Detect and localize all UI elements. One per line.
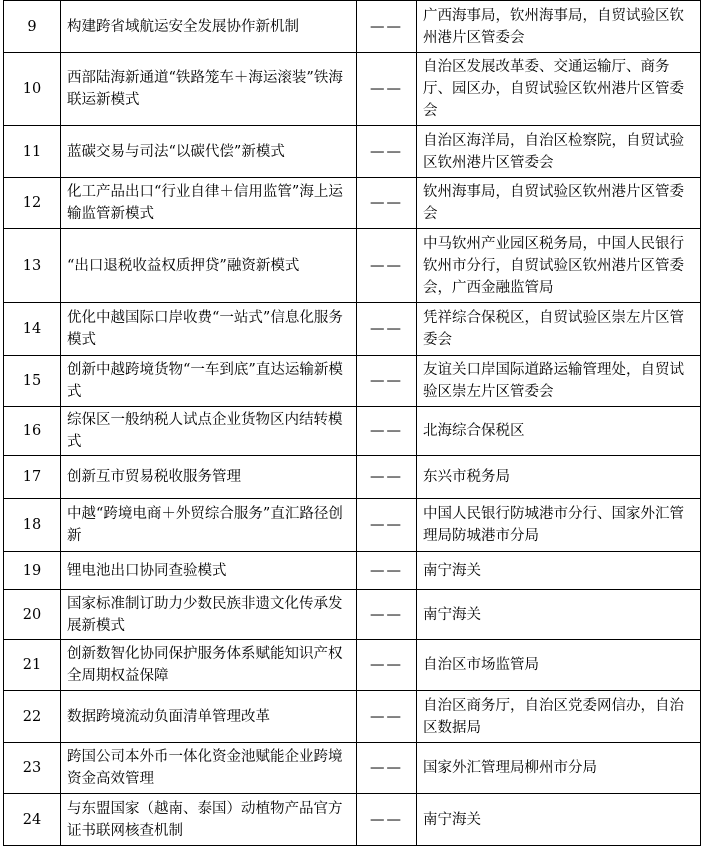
row-number: 21 [4, 640, 61, 691]
row-number: 16 [4, 407, 61, 456]
row-number: 13 [4, 229, 61, 303]
measure-name: 数据跨境流动负面清单管理改革 [61, 691, 357, 743]
row-number: 24 [4, 794, 61, 846]
measure-name: 国家标准制订助力少数民族非遗文化传承发展新模式 [61, 590, 357, 640]
dash-cell: —— [357, 640, 417, 691]
dash-cell: —— [357, 229, 417, 303]
measure-name: 蓝碳交易与司法“以碳代偿”新模式 [61, 126, 357, 178]
responsible-units: 自治区商务厅，自治区党委网信办，自治区数据局 [417, 691, 701, 743]
responsible-units: 自治区海洋局，自治区检察院，自贸试验区钦州港片区管委会 [417, 126, 701, 178]
measure-name: 锂电池出口协同查验模式 [61, 552, 357, 590]
table-row [4, 178, 701, 229]
table-row [4, 1, 701, 53]
dash-cell: —— [357, 794, 417, 846]
dash-cell: —— [357, 53, 417, 126]
responsible-units: 自治区发展改革委、交通运输厅、商务厅、园区办，自贸试验区钦州港片区管委会 [417, 53, 701, 126]
responsible-units: 国家外汇管理局柳州市分局 [417, 743, 701, 794]
measure-name: 构建跨省域航运安全发展协作新机制 [61, 1, 357, 53]
responsible-units: 钦州海事局，自贸试验区钦州港片区管委会 [417, 178, 701, 229]
responsible-units: 凭祥综合保税区，自贸试验区崇左片区管委会 [417, 303, 701, 356]
table-row [4, 499, 701, 552]
dash-cell: —— [357, 1, 417, 53]
responsible-units: 中国人民银行防城港市分行、国家外汇管理局防城港市分局 [417, 499, 701, 552]
table-row [4, 303, 701, 356]
dash-cell: —— [357, 456, 417, 499]
measure-name: 西部陆海新通道“铁路笼车＋海运滚装”铁海联运新模式 [61, 53, 357, 126]
table-row [4, 229, 701, 303]
measure-name: 中越“跨境电商＋外贸综合服务”直汇路径创新 [61, 499, 357, 552]
row-number: 14 [4, 303, 61, 356]
table-row [4, 356, 701, 407]
responsible-units: 东兴市税务局 [417, 456, 701, 499]
row-number: 10 [4, 53, 61, 126]
row-number: 17 [4, 456, 61, 499]
measure-name: 综保区一般纳税人试点企业货物区内结转模式 [61, 407, 357, 456]
measure-name: 创新互市贸易税收服务管理 [61, 456, 357, 499]
table-row [4, 456, 701, 499]
responsible-units: 中马钦州产业园区税务局，中国人民银行钦州市分行，自贸试验区钦州港片区管委会，广西金融监管局 [417, 229, 701, 303]
table-row [4, 53, 701, 126]
measure-name: 创新数智化协同保护服务体系赋能知识产权全周期权益保障 [61, 640, 357, 691]
dash-cell: —— [357, 499, 417, 552]
table-row [4, 552, 701, 590]
row-number: 22 [4, 691, 61, 743]
row-number: 23 [4, 743, 61, 794]
table-row [4, 640, 701, 691]
row-number: 18 [4, 499, 61, 552]
dash-cell: —— [357, 356, 417, 407]
responsible-units: 广西海事局，钦州海事局，自贸试验区钦州港片区管委会 [417, 1, 701, 53]
table-row [4, 743, 701, 794]
measure-name: “出口退税收益权质押贷”融资新模式 [61, 229, 357, 303]
measures-table [3, 0, 701, 846]
dash-cell: —— [357, 552, 417, 590]
row-number: 19 [4, 552, 61, 590]
measure-name: 化工产品出口“行业自律＋信用监管”海上运输监管新模式 [61, 178, 357, 229]
responsible-units: 南宁海关 [417, 590, 701, 640]
dash-cell: —— [357, 178, 417, 229]
measure-name: 跨国公司本外币一体化资金池赋能企业跨境资金高效管理 [61, 743, 357, 794]
table-row [4, 590, 701, 640]
measure-name: 优化中越国际口岸收费“一站式”信息化服务模式 [61, 303, 357, 356]
table-row [4, 126, 701, 178]
dash-cell: —— [357, 126, 417, 178]
table-row [4, 691, 701, 743]
row-number: 15 [4, 356, 61, 407]
row-number: 9 [4, 1, 61, 53]
measure-name: 与东盟国家（越南、泰国）动植物产品官方证书联网核查机制 [61, 794, 357, 846]
row-number: 20 [4, 590, 61, 640]
responsible-units: 自治区市场监管局 [417, 640, 701, 691]
responsible-units: 友谊关口岸国际道路运输管理处，自贸试验区崇左片区管委会 [417, 356, 701, 407]
dash-cell: —— [357, 743, 417, 794]
row-number: 12 [4, 178, 61, 229]
measure-name: 创新中越跨境货物“一车到底”直达运输新模式 [61, 356, 357, 407]
responsible-units: 南宁海关 [417, 794, 701, 846]
dash-cell: —— [357, 590, 417, 640]
responsible-units: 北海综合保税区 [417, 407, 701, 456]
dash-cell: —— [357, 303, 417, 356]
row-number: 11 [4, 126, 61, 178]
table-row [4, 794, 701, 846]
dash-cell: —— [357, 691, 417, 743]
table-row [4, 407, 701, 456]
dash-cell: —— [357, 407, 417, 456]
responsible-units: 南宁海关 [417, 552, 701, 590]
